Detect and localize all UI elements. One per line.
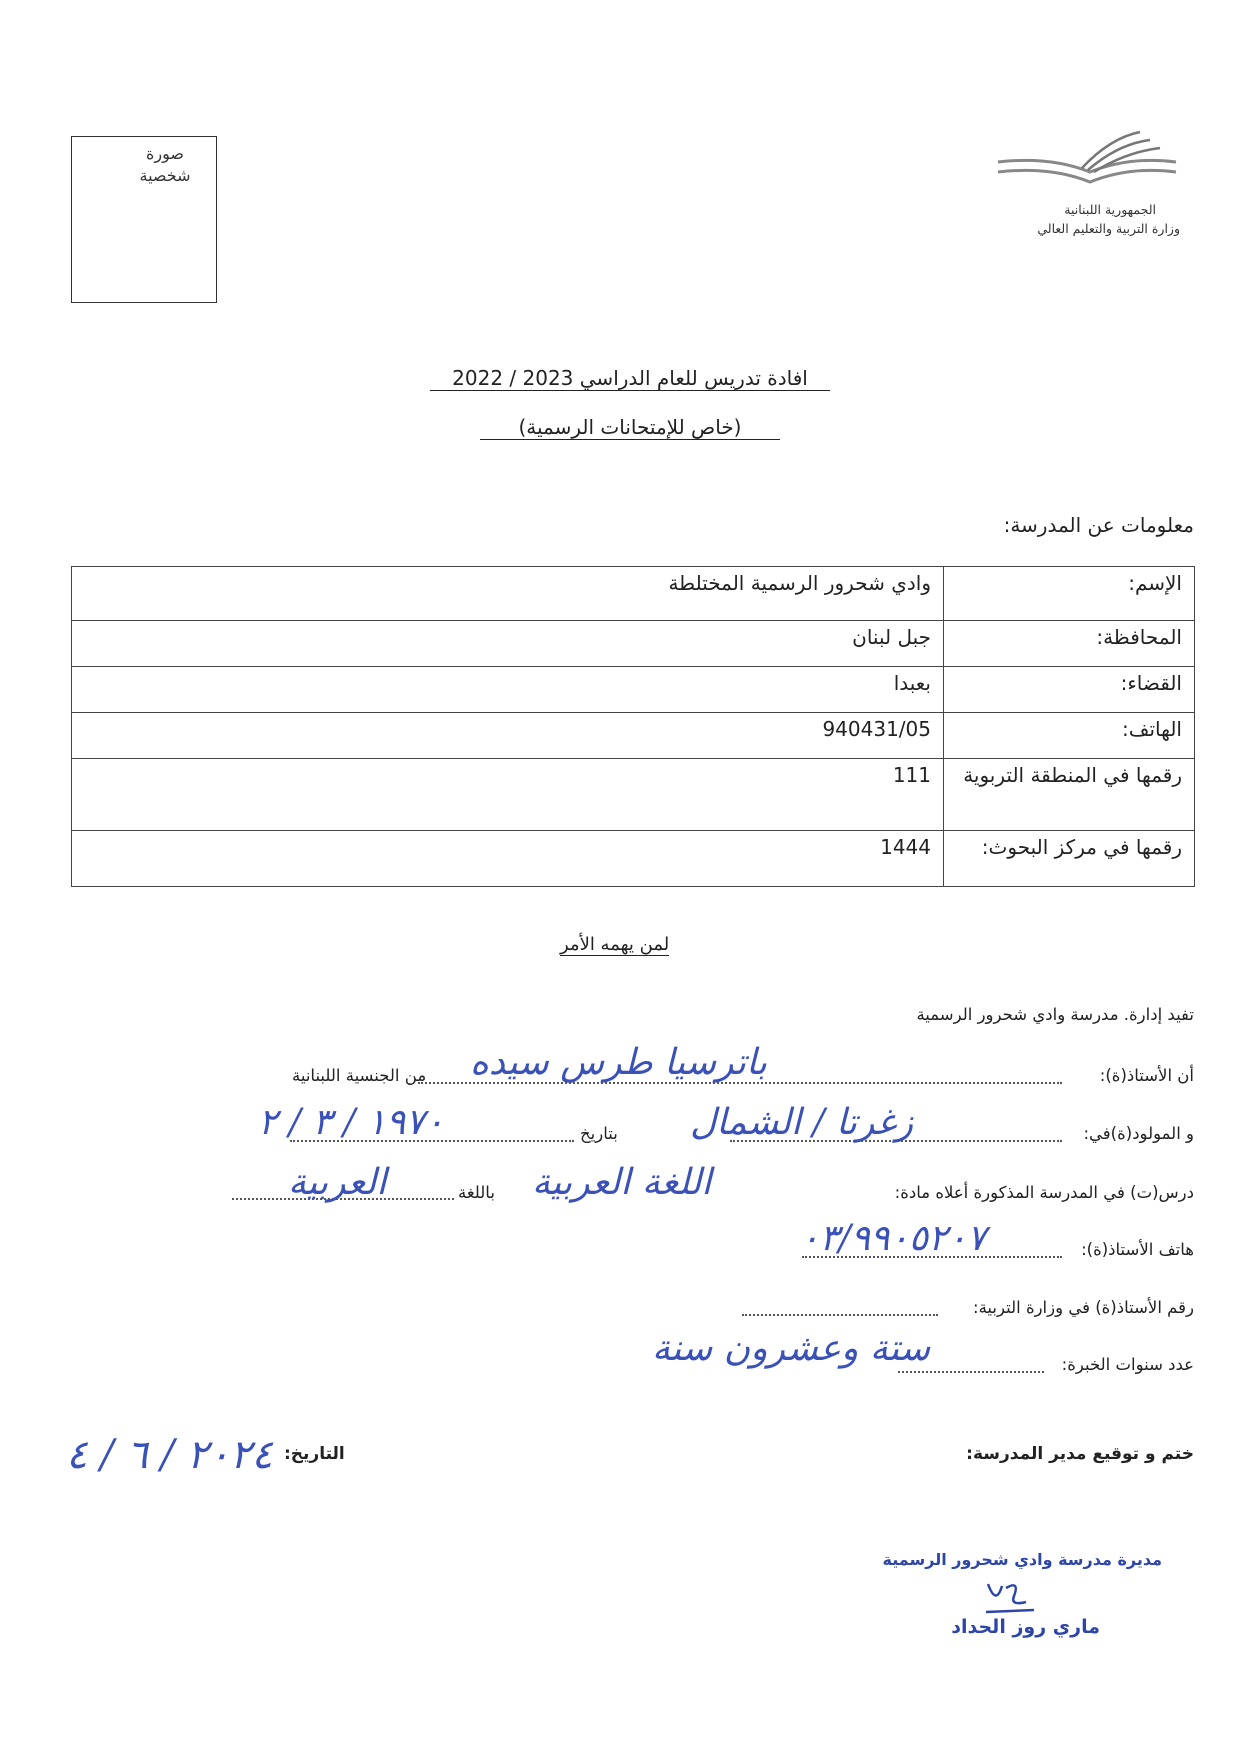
school-info-heading: معلومات عن المدرسة: bbox=[1003, 513, 1194, 537]
born-place: زغرتا / الشمال bbox=[690, 1102, 914, 1143]
row-label: رقمها في مركز البحوث: bbox=[944, 831, 1195, 887]
born-date: ١٩٧٠ / ٣ / ٢ bbox=[258, 1102, 445, 1143]
table-row bbox=[72, 621, 1195, 667]
photo-label: صورة شخصية bbox=[139, 144, 191, 185]
table-row bbox=[72, 759, 1195, 831]
teacher-label: أن الأستاذ(ة): bbox=[1099, 1066, 1194, 1085]
signature-mark bbox=[980, 1576, 1040, 1618]
row-value: بعبدا bbox=[72, 667, 944, 713]
experience-value: ستة وعشرون سنة bbox=[652, 1328, 931, 1369]
language-value: العربية bbox=[288, 1162, 387, 1203]
document-title: افادة تدريس للعام الدراسي 2023 / 2022 bbox=[430, 366, 830, 391]
phone-label: هاتف الأستاذ(ة): bbox=[1081, 1240, 1194, 1259]
stamp-line-1: مديرة مدرسة وادي شحرور الرسمية bbox=[882, 1550, 1162, 1569]
table-row bbox=[72, 667, 1195, 713]
language-label: باللغة bbox=[458, 1183, 495, 1202]
row-value: 111 bbox=[72, 759, 944, 831]
date-label: بتاريخ bbox=[580, 1124, 618, 1143]
row-value: 940431/05 bbox=[72, 713, 944, 759]
taught-label: درس(ت) في المدرسة المذكورة أعلاه مادة: bbox=[894, 1183, 1194, 1202]
row-label: الإسم: bbox=[944, 567, 1195, 621]
table-row bbox=[72, 567, 1195, 621]
footer-date-value: ٢٠٢٤ / ٦ / ٤ bbox=[66, 1432, 273, 1478]
ministry-label: رقم الأستاذ(ة) في وزارة التربية: bbox=[973, 1298, 1194, 1317]
phone-value: ٠٣/٩٩٠٥٢٠٧ bbox=[800, 1218, 987, 1259]
experience-label: عدد سنوات الخبرة: bbox=[1061, 1355, 1194, 1374]
to-whom-heading: لمن يهمه الأمر bbox=[560, 934, 670, 955]
born-label: و المولود(ة)في: bbox=[1083, 1124, 1194, 1143]
signature-label: ختم و توقيع مدير المدرسة: bbox=[966, 1444, 1194, 1464]
row-label: الهاتف: bbox=[944, 713, 1195, 759]
table-row bbox=[72, 831, 1195, 887]
table-row bbox=[72, 713, 1195, 759]
row-value: جبل لبنان bbox=[72, 621, 944, 667]
row-value: وادي شحرور الرسمية المختلطة bbox=[72, 567, 944, 621]
experience-dots bbox=[898, 1371, 1044, 1373]
teacher-name: باترسيا طرس سيده bbox=[470, 1042, 767, 1083]
row-label: رقمها في المنطقة التربوية bbox=[944, 759, 1195, 831]
row-label: المحافظة: bbox=[944, 621, 1195, 667]
intro-line: تفيد إدارة. مدرسة وادي شحرور الرسمية bbox=[916, 1005, 1194, 1024]
row-label: القضاء: bbox=[944, 667, 1195, 713]
document-subtitle: (خاص للإمتحانات الرسمية) bbox=[480, 415, 780, 440]
subject-value: اللغة العربية bbox=[532, 1162, 712, 1203]
ministry-name bbox=[950, 200, 1180, 238]
nationality-text: من الجنسية اللبنانية bbox=[292, 1066, 427, 1085]
stamp-line-2: ماري روز الحداد bbox=[951, 1616, 1100, 1638]
photo-box bbox=[71, 136, 217, 303]
logo-line-1: الجمهورية اللبنانية bbox=[1064, 202, 1156, 217]
row-value: 1444 bbox=[72, 831, 944, 887]
ministry-dots bbox=[742, 1314, 938, 1316]
ministry-logo bbox=[990, 128, 1180, 188]
logo-line-2: وزارة التربية والتعليم العالي bbox=[1037, 221, 1180, 236]
footer-date-label: التاريخ: bbox=[284, 1444, 345, 1464]
school-info-table bbox=[71, 566, 1195, 887]
